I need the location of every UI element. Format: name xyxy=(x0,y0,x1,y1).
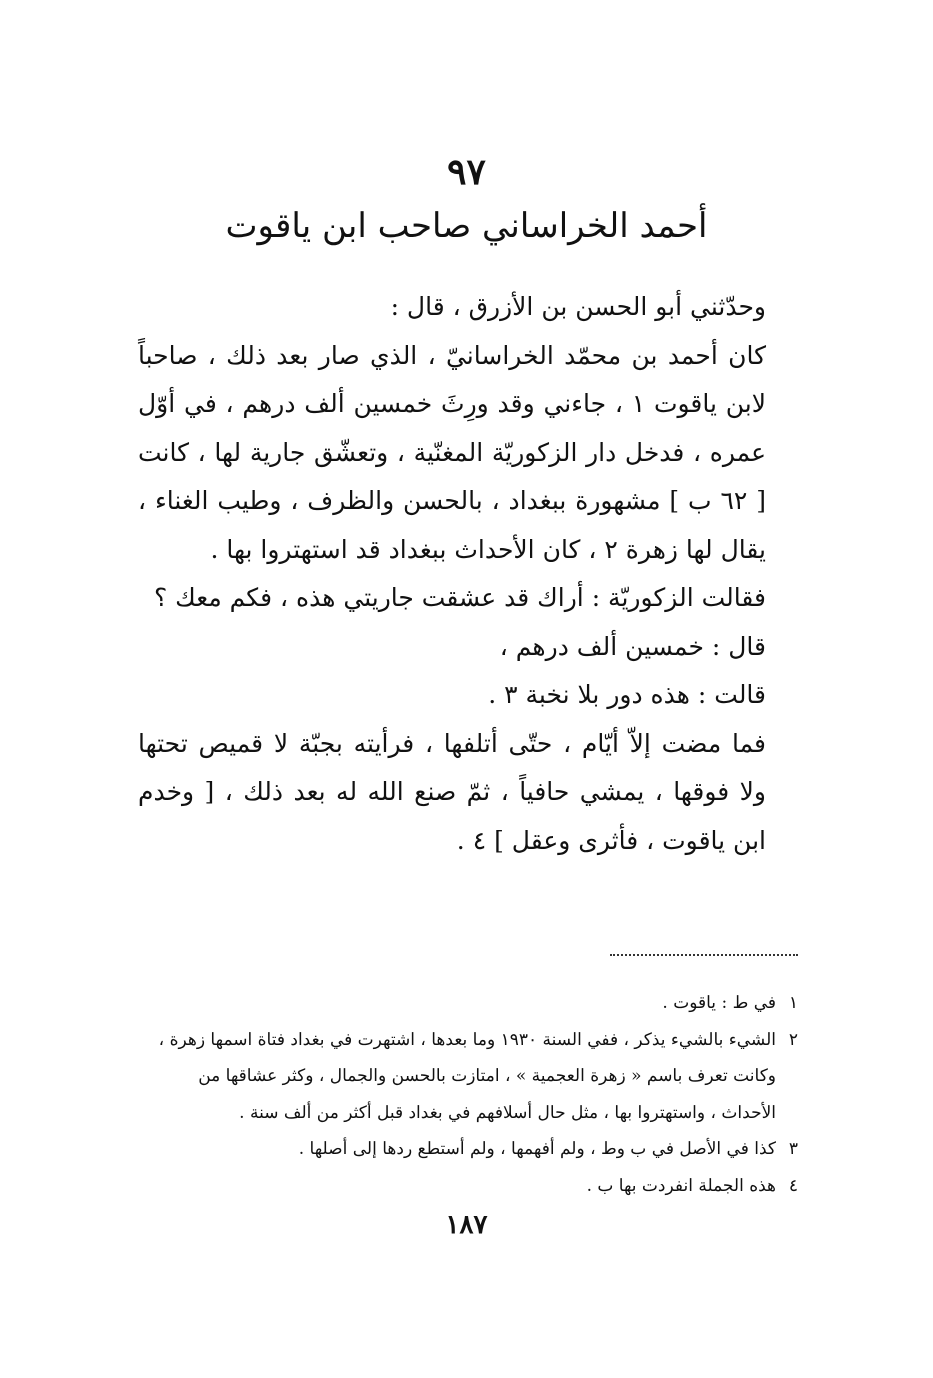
footnote-text: الشيء بالشيء يذكر ، ففي السنة ١٩٣٠ وما بعدها ، اشتهرت في بغداد فتاة اسمها زهرة ، xyxy=(158,1029,776,1050)
paragraph-story: كان أحمد بن محمّد الخراسانيّ ، الذي صار بعد ذلك ، صاحباً لابن ياقوت ١ ، جاءني وقد ورِثَ خمسين ألف درهم ، في أوّل عمره ، فدخل دار الزكوريّة المغنّية ، وتعشّق جارية لها ، كانت [ ٦٢ ب ] مشهورة ببغداد ، بالحسن والظرف ، وطيب الغناء ، يقال لها زهرة ٢ ، كان الأحداث ببغداد قد استهتروا بها . xyxy=(138,340,766,564)
body-text xyxy=(138,283,808,865)
footnote-separator xyxy=(610,954,798,956)
paragraph-intro: وحدّثني أبو الحسن بن الأزرق ، قال : xyxy=(390,292,766,321)
footnote-text: هذه الجملة انفردت بها ب . xyxy=(586,1175,776,1196)
footnote-1 xyxy=(130,985,798,1022)
paragraph-ending: فما مضت إلاّ أيّام ، حتّى أتلفها ، فرأيته بجبّة لا قميص تحتها ولا فوقها ، يمشي حافياً ، ثمّ صنع الله له بعد ذلك ، [ وخدم ابن ياقوت ، فأثرى وعقل ] ٤ . xyxy=(138,728,766,855)
paragraph-dialog-answer: قال : خمسين ألف درهم ، xyxy=(499,631,766,661)
footnote-2-line-3: الأحداث ، واستهتروا بها ، مثل حال أسلافهم في بغداد قبل أكثر من ألف سنة . xyxy=(239,1102,776,1123)
footnote-2 xyxy=(130,1022,798,1059)
footnote-number: ١ xyxy=(788,993,798,1013)
footnote-number: ٤ xyxy=(788,1175,798,1196)
footnote-text: في ط : ياقوت . xyxy=(662,993,776,1013)
footnote-4 xyxy=(130,1168,798,1205)
footnote-text: كذا في الأصل في ب وط ، ولم أفهمها ، ولم أستطع ردها إلى أصلها . xyxy=(298,1139,776,1159)
footnote-number: ٢ xyxy=(788,1029,798,1050)
paragraph-dialog-question: فقالت الزكوريّة : أراك قد عشقت جاريتي هذه ، فكم معك ؟ xyxy=(153,583,766,612)
footnote-3 xyxy=(130,1131,798,1168)
chapter-number: ٩٧ xyxy=(447,151,486,193)
page-number: ١٨٧ xyxy=(445,1210,488,1240)
footnote-2-line-2: وكانت تعرف باسم « زهرة العجمية » ، امتازت بالحسن والجمال ، وكثر عشاقها من xyxy=(198,1066,776,1086)
footnote-number: ٣ xyxy=(788,1139,798,1159)
chapter-title: أحمد الخراساني صاحب ابن ياقوت xyxy=(225,206,708,246)
footnotes xyxy=(130,985,798,1204)
paragraph-dialog-reply: قالت : هذه دور بلا نخبة ٣ . xyxy=(488,680,766,709)
